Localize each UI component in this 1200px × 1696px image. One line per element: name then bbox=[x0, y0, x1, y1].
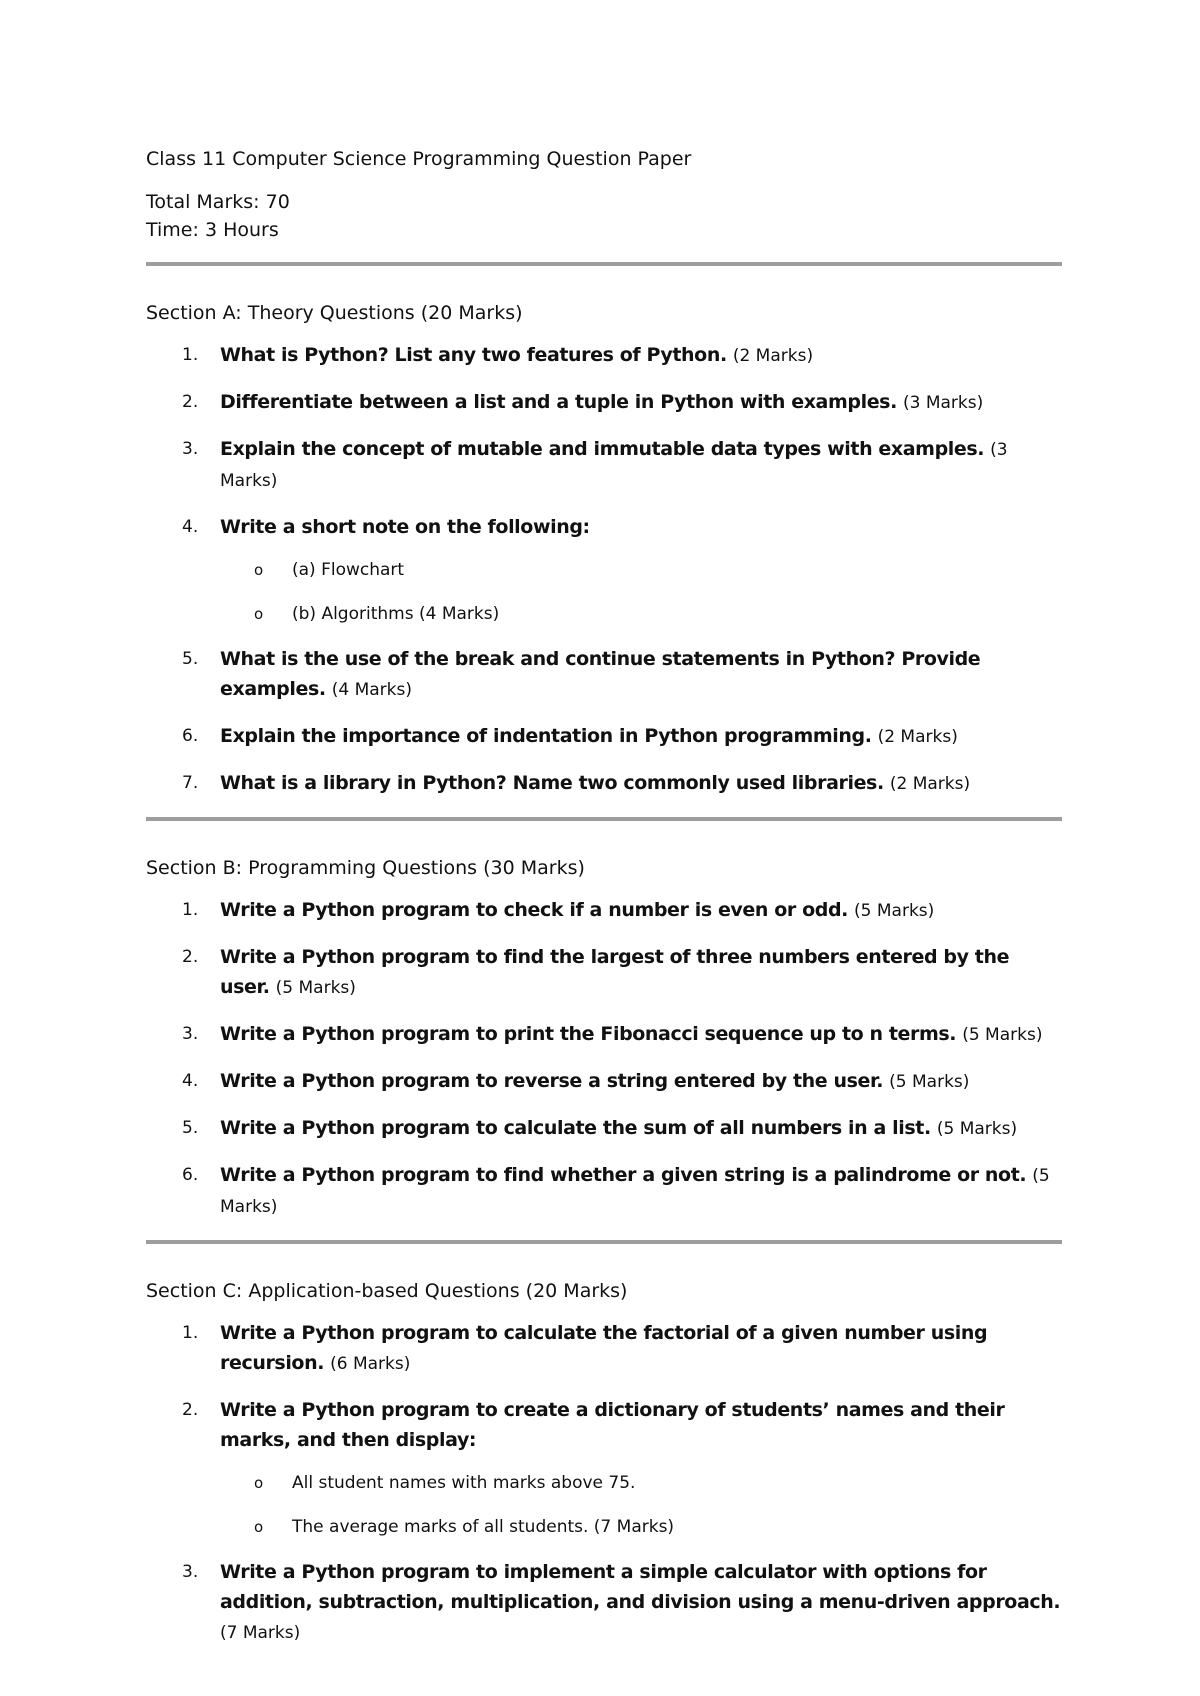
question-marks: (4 Marks) bbox=[331, 680, 412, 700]
question-number: 7. bbox=[182, 773, 199, 793]
question-text: Write a Python program to check if a number is even or odd. bbox=[220, 899, 848, 921]
paper-title: Class 11 Computer Science Programming Question Paper bbox=[146, 148, 692, 170]
question-item bbox=[146, 721, 1062, 752]
question-number: 4. bbox=[182, 1071, 199, 1091]
question-item bbox=[146, 942, 1062, 1003]
question-text: Write a Python program to implement a simple calculator with options for addition, subtraction, multiplication, and division using a menu-driven approach. bbox=[220, 1561, 1061, 1613]
question-marks: (3 Marks) bbox=[220, 440, 1008, 491]
section-divider bbox=[146, 262, 1062, 266]
question-text: Write a Python program to create a dictionary of students’ names and their marks, and then display: bbox=[220, 1399, 1005, 1451]
question-number: 5. bbox=[182, 649, 199, 669]
question-list bbox=[146, 340, 1062, 799]
sub-item bbox=[220, 1469, 1062, 1497]
sub-item-list bbox=[220, 1469, 1062, 1541]
question-item bbox=[146, 387, 1062, 418]
question-text: What is a library in Python? Name two commonly used libraries. bbox=[220, 772, 884, 794]
circle-bullet-icon: o bbox=[254, 1474, 264, 1492]
circle-bullet-icon: o bbox=[254, 561, 264, 579]
sub-item bbox=[220, 600, 1062, 628]
question-marks: (5 Marks) bbox=[275, 978, 356, 998]
question-number: 1. bbox=[182, 345, 199, 365]
sub-item-text: The average marks of all students. (7 Marks) bbox=[292, 1517, 675, 1537]
question-text: Write a Python program to print the Fibonacci sequence up to n terms. bbox=[220, 1023, 957, 1045]
question-number: 3. bbox=[182, 439, 199, 459]
question-item bbox=[146, 768, 1062, 799]
question-item bbox=[146, 512, 1062, 628]
question-text: Write a Python program to find the largest of three numbers entered by the user. bbox=[220, 946, 1010, 998]
section-heading: Section C: Application-based Questions (20 Marks) bbox=[146, 1280, 628, 1302]
sub-item-text: All student names with marks above 75. bbox=[292, 1473, 636, 1493]
question-text: Write a short note on the following: bbox=[220, 516, 590, 538]
question-marks: (5 Marks) bbox=[854, 901, 935, 921]
sub-item bbox=[220, 1513, 1062, 1541]
sections-container bbox=[146, 300, 1062, 1648]
question-text: Explain the concept of mutable and immutable data types with examples. bbox=[220, 438, 985, 460]
question-marks: (5 Marks) bbox=[962, 1025, 1043, 1045]
question-text: Explain the importance of indentation in Python programming. bbox=[220, 725, 872, 747]
question-item bbox=[146, 1019, 1062, 1050]
question-text: Differentiate between a list and a tuple in Python with examples. bbox=[220, 391, 897, 413]
section-a bbox=[146, 300, 1062, 821]
question-marks: (5 Marks) bbox=[889, 1072, 970, 1092]
question-text: What is the use of the break and continue statements in Python? Provide examples. bbox=[220, 648, 981, 700]
sub-item-text: (a) Flowchart bbox=[292, 560, 405, 580]
question-list bbox=[146, 1318, 1062, 1648]
question-item bbox=[146, 1113, 1062, 1144]
question-number: 3. bbox=[182, 1562, 199, 1582]
question-item bbox=[146, 1557, 1062, 1648]
question-marks: (7 Marks) bbox=[220, 1623, 301, 1643]
question-text: Write a Python program to reverse a string entered by the user. bbox=[220, 1070, 884, 1092]
section-heading: Section B: Programming Questions (30 Marks) bbox=[146, 857, 585, 879]
sub-item-list bbox=[220, 556, 1062, 628]
circle-bullet-icon: o bbox=[254, 605, 264, 623]
question-number: 3. bbox=[182, 1024, 199, 1044]
question-item bbox=[146, 1160, 1062, 1222]
question-item bbox=[146, 644, 1062, 705]
page-content bbox=[146, 146, 1062, 1664]
question-marks: (6 Marks) bbox=[330, 1354, 411, 1374]
question-number: 2. bbox=[182, 1400, 199, 1420]
section-heading: Section A: Theory Questions (20 Marks) bbox=[146, 302, 523, 324]
time-allowed: Time: 3 Hours bbox=[146, 219, 279, 241]
question-number: 1. bbox=[182, 900, 199, 920]
question-item bbox=[146, 434, 1062, 496]
section-divider bbox=[146, 817, 1062, 821]
question-text: Write a Python program to find whether a given string is a palindrome or not. bbox=[220, 1164, 1027, 1186]
question-item bbox=[146, 1066, 1062, 1097]
question-number: 2. bbox=[182, 392, 199, 412]
question-marks: (2 Marks) bbox=[732, 346, 814, 366]
question-marks: (2 Marks) bbox=[877, 727, 958, 747]
question-number: 2. bbox=[182, 947, 199, 967]
circle-bullet-icon: o bbox=[254, 1518, 264, 1536]
section-c bbox=[146, 1278, 1062, 1648]
question-number: 6. bbox=[182, 1165, 199, 1185]
total-marks: Total Marks: 70 bbox=[146, 191, 290, 213]
question-marks: (5 Marks) bbox=[220, 1166, 1050, 1217]
section-divider bbox=[146, 1240, 1062, 1244]
sub-item bbox=[220, 556, 1062, 584]
question-marks: (5 Marks) bbox=[936, 1119, 1018, 1139]
question-number: 5. bbox=[182, 1118, 199, 1138]
question-text: Write a Python program to calculate the factorial of a given number using recursion. bbox=[220, 1322, 988, 1374]
question-item bbox=[146, 340, 1062, 371]
question-item bbox=[146, 1318, 1062, 1379]
question-list bbox=[146, 895, 1062, 1222]
sub-item-text: (b) Algorithms (4 Marks) bbox=[292, 604, 500, 624]
question-item bbox=[146, 895, 1062, 926]
question-number: 6. bbox=[182, 726, 199, 746]
question-item bbox=[146, 1395, 1062, 1541]
section-b bbox=[146, 855, 1062, 1244]
question-number: 4. bbox=[182, 517, 199, 537]
question-number: 1. bbox=[182, 1323, 199, 1343]
question-marks: (2 Marks) bbox=[889, 774, 971, 794]
question-text: What is Python? List any two features of Python. bbox=[220, 344, 727, 366]
question-text: Write a Python program to calculate the sum of all numbers in a list. bbox=[220, 1117, 931, 1139]
question-marks: (3 Marks) bbox=[902, 393, 984, 413]
